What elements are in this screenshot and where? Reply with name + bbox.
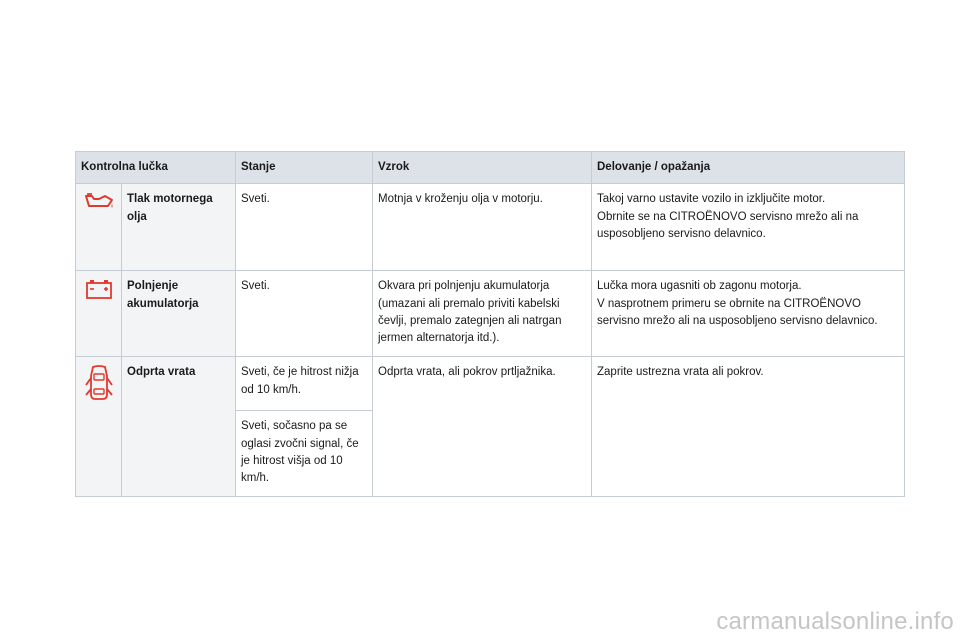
table-row bbox=[76, 357, 905, 411]
table-row bbox=[76, 184, 905, 271]
cause-text: Motnja v kroženju olja v motorju. bbox=[373, 184, 592, 271]
cause-text: Odprta vrata, ali pokrov prtljažnika. bbox=[373, 357, 592, 497]
watermark: carmanualsonline.info bbox=[716, 608, 954, 635]
header-cause: Vzrok bbox=[373, 152, 592, 184]
action-text bbox=[592, 184, 905, 271]
warning-name: Polnjenje akumulatorja bbox=[122, 271, 236, 357]
state-text: Sveti. bbox=[236, 271, 373, 357]
state-text: Sveti, če je hitrost nižja od 10 km/h. bbox=[236, 357, 373, 411]
action-line: Lučka mora ugasniti ob zagonu motorja. bbox=[597, 280, 802, 293]
cause-text: Okvara pri polnjenju akumulatorja (umazani ali premalo priviti kabelski čevlji, premalo zategnjen ali natrgan jermen alternatorja itd.). bbox=[373, 271, 592, 357]
action-line: V nasprotnem primeru se obrnite na CITROËNOVO servisno mrežo ali na usposobljeno servisno delavnico. bbox=[597, 297, 878, 327]
action-text bbox=[592, 271, 905, 357]
header-state: Stanje bbox=[236, 152, 373, 184]
door-open-icon bbox=[81, 364, 116, 402]
icon-cell bbox=[76, 184, 122, 271]
state-text: Sveti, sočasno pa se oglasi zvočni signal, če je hitrost višja od 10 km/h. bbox=[236, 411, 373, 497]
table-row bbox=[76, 271, 905, 357]
action-text: Zaprite ustrezna vrata ali pokrov. bbox=[592, 357, 905, 497]
icon-cell bbox=[76, 357, 122, 497]
battery-icon bbox=[81, 278, 116, 300]
action-line: Takoj varno ustavite vozilo in izključite motor. bbox=[597, 193, 826, 206]
action-line: Obrnite se na CITROËNOVO servisno mrežo ali na usposobljeno servisno delavnico. bbox=[597, 210, 859, 240]
warning-name: Odprta vrata bbox=[122, 357, 236, 497]
table-header-row bbox=[76, 152, 905, 184]
state-text: Sveti. bbox=[236, 184, 373, 271]
warning-name: Tlak motornega olja bbox=[122, 184, 236, 271]
oil-pressure-icon bbox=[81, 191, 116, 213]
header-warning-light: Kontrolna lučka bbox=[76, 152, 236, 184]
warning-lights-table bbox=[75, 151, 905, 497]
icon-cell bbox=[76, 271, 122, 357]
header-action: Delovanje / opažanja bbox=[592, 152, 905, 184]
